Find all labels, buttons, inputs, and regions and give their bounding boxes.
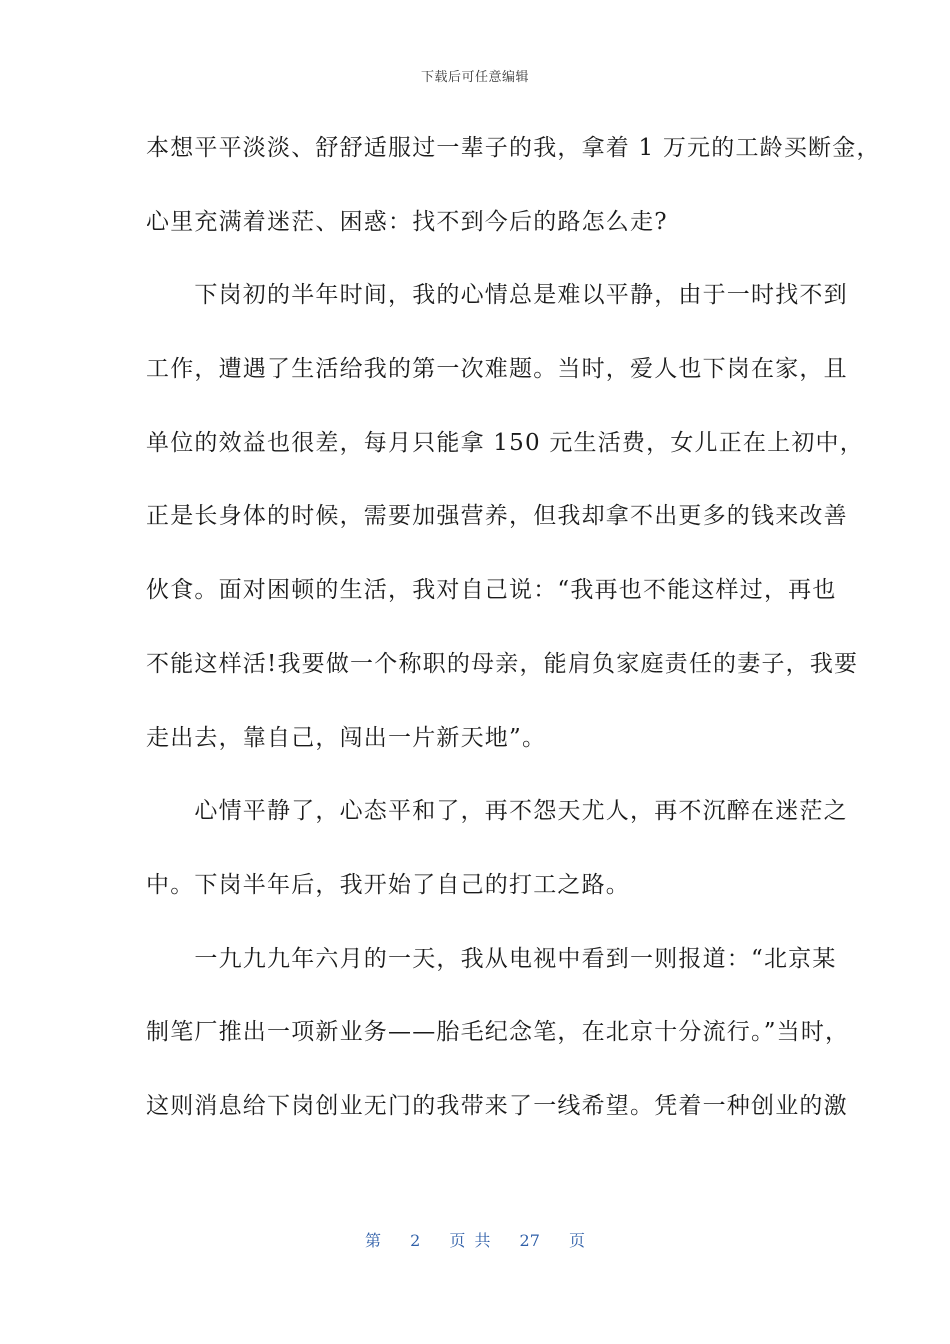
text-line: 正是长身体的时候，需要加强营养，但我却拿不出更多的钱来改善 xyxy=(146,503,848,530)
text-line: 本想平平淡淡、舒舒适服过一辈子的我，拿着 1 万元的工龄买断金， xyxy=(146,135,881,161)
current-page-number: 2 xyxy=(410,1231,421,1250)
text-line: 下岗初的半年时间，我的心情总是难以平静，由于一时找不到 xyxy=(146,282,848,309)
text-line: 不能这样活!我要做一个称职的母亲，能肩负家庭责任的妻子，我要 xyxy=(146,650,859,677)
text-line: 走出去，靠自己，闯出一片新天地”。 xyxy=(146,724,547,751)
total-page-count: 27 xyxy=(519,1231,540,1250)
body-text xyxy=(146,128,881,1160)
footer-middle: 页 共 xyxy=(449,1231,491,1250)
footer-prefix: 第 xyxy=(364,1231,381,1250)
footer-suffix: 页 xyxy=(569,1231,586,1250)
text-line: 心里充满着迷茫、困惑：找不到今后的路怎么走? xyxy=(146,208,668,235)
page-number-footer xyxy=(0,1228,950,1251)
text-line: 单位的效益也很差，每月只能拿 150 元生活费，女儿正在上初中， xyxy=(146,429,864,456)
text-line: 伙食。面对困顿的生活，我对自己说：“我再也不能这样过，再也 xyxy=(146,577,837,604)
text-line: 心情平静了，心态平和了，再不怨天尤人，再不沉醉在迷茫之 xyxy=(146,798,848,825)
header-note: 下载后可任意编辑 xyxy=(420,70,529,85)
text-line: 一九九九年六月的一天，我从电视中看到一则报道：“北京某 xyxy=(146,945,837,972)
text-line: 制笔厂推出一项新业务——胎毛纪念笔，在北京十分流行。”当时， xyxy=(146,1019,850,1046)
text-line: 中。下岗半年后，我开始了自己的打工之路。 xyxy=(146,871,630,898)
text-line: 这则消息给下岗创业无门的我带来了一线希望。凭着一种创业的激 xyxy=(146,1092,848,1119)
text-line: 工作，遭遇了生活给我的第一次难题。当时，爱人也下岗在家，且 xyxy=(146,356,848,383)
